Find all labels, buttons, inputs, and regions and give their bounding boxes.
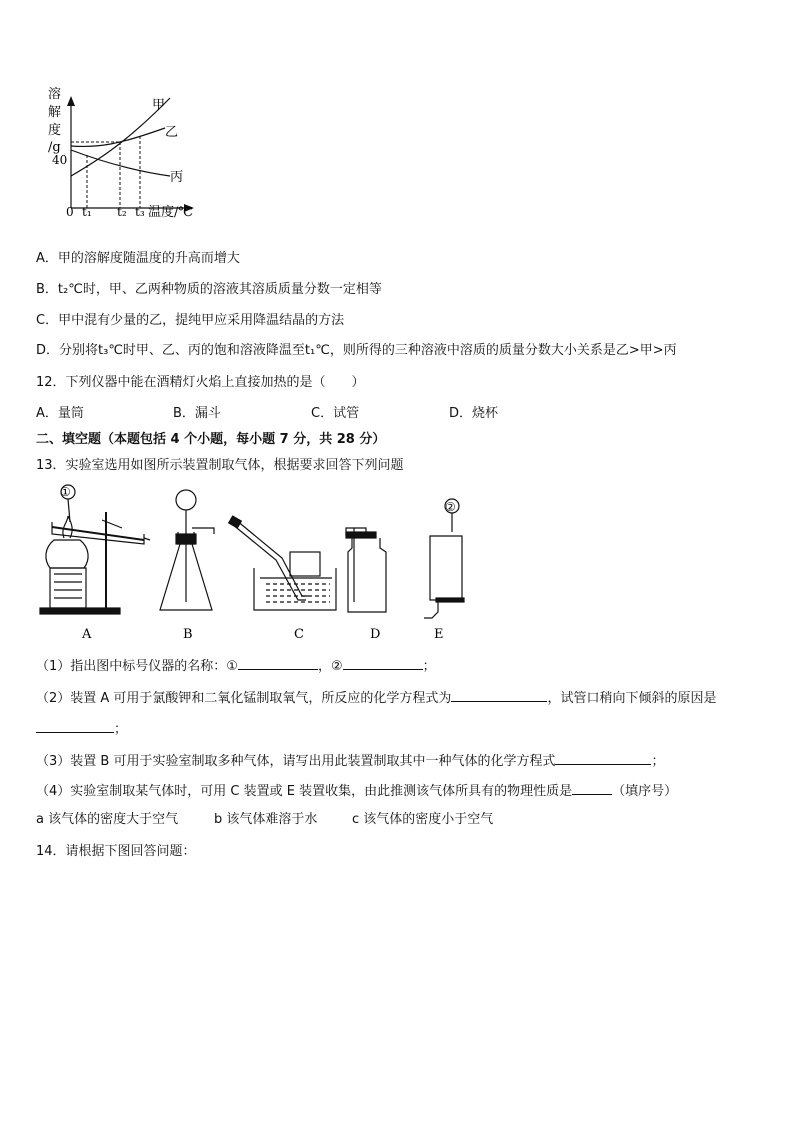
q12-option-c: C．试管 [311, 406, 360, 421]
x-unit: 温度/℃ [148, 205, 193, 220]
answer-blank-4[interactable] [36, 718, 114, 733]
answer-blank-3[interactable] [451, 687, 547, 702]
section-title: 二、填空题（本题包括 4 个小题，每小题 7 分，共 28 分） [36, 432, 386, 447]
x-tick-t1: t₁ [82, 205, 92, 219]
q13-choices [36, 811, 493, 829]
q11-option-a: A．甲的溶解度随温度的升高而增大 [36, 251, 240, 266]
ylabel-2: 解 [48, 105, 62, 120]
q11-option-c: C．甲中混有少量的乙，提纯甲应采用降温结晶的方法 [36, 313, 345, 328]
q13-stem: 13．实验室选用如图所示装置制取气体，根据要求回答下列问题 [36, 458, 404, 473]
ylabel-3: 度 [48, 123, 62, 138]
q13-sub1: （1）指出图中标号仪器的名称：① ，② ； [36, 655, 436, 676]
apparatus-b [160, 490, 214, 610]
x-origin: 0 [66, 205, 74, 219]
ylabel-4: /g [48, 140, 61, 155]
answer-blank-2[interactable] [343, 655, 423, 670]
choice-c: c 该气体的密度小于空气 [352, 812, 494, 827]
series-yi: 乙 [165, 125, 179, 140]
q12-stem: 12．下列仪器中能在酒精灯火焰上直接加热的是（ ） [36, 375, 365, 390]
q12-option-a: A．量筒 [36, 406, 84, 421]
label-b: B [183, 627, 193, 642]
curve-yi [71, 128, 165, 146]
apparatus-e [424, 499, 464, 618]
q13-sub2-cont: ； [36, 718, 127, 739]
y-axis-arrow [67, 96, 75, 106]
y-tick-40: 40 [52, 153, 68, 167]
apparatus-c [229, 516, 336, 610]
q12-options [36, 405, 498, 423]
q12-option-d: D．烧杯 [449, 406, 499, 421]
x-tick-t2: t₂ [117, 205, 127, 219]
q11-option-b: B．t₂℃时，甲、乙两种物质的溶液其溶质质量分数一定相等 [36, 282, 382, 297]
q11-option-d: D．分别将t₃℃时甲、乙、丙的饱和溶液降温至t₁℃，则所得的三种溶液中溶质的质量分数大小关系是乙>甲>丙 [36, 343, 677, 358]
x-tick-t3: t₃ [135, 205, 145, 219]
choice-b: b 该气体难溶于水 [214, 812, 318, 827]
label-marker-1: ① [60, 485, 71, 499]
answer-blank-5[interactable] [555, 750, 651, 765]
label-e: E [434, 627, 444, 642]
series-jia: 甲 [152, 98, 166, 113]
label-c: C [294, 627, 304, 642]
label-marker-2: ② [445, 500, 456, 514]
label-a: A [82, 627, 92, 642]
choice-a: a 该气体的密度大于空气 [36, 812, 179, 827]
q12-option-b: B．漏斗 [173, 406, 221, 421]
series-bing: 丙 [170, 170, 184, 185]
answer-blank-1[interactable] [238, 655, 318, 670]
ylabel-1: 溶 [48, 87, 62, 102]
q13-sub3: （3）装置 B 可用于实验室制取多种气体，请写出用此装置制取其中一种气体的化学方程式 ； [36, 750, 664, 771]
q14-stem: 14．请根据下图回答问题： [36, 844, 196, 859]
q13-sub2: （2）装置 A 可用于氯酸钾和二氧化锰制取氧气，所反应的化学方程式为 ，试管口稍向下倾斜的原因是 [36, 687, 716, 708]
apparatus-figure [36, 482, 476, 644]
q13-sub4: （4）实验室制取某气体时，可用 C 装置或 E 装置收集，由此推测该气体所具有的物理性质是 （填序号） [36, 780, 677, 801]
apparatus-a [40, 485, 150, 614]
solubility-chart [40, 84, 210, 224]
apparatus-d [346, 528, 386, 612]
answer-blank-6[interactable] [572, 780, 612, 795]
label-d: D [370, 627, 381, 642]
